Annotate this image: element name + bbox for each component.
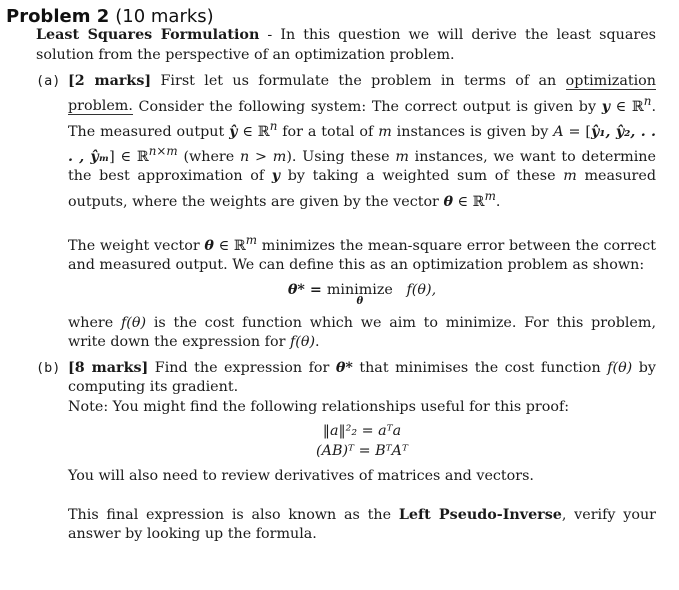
- part-a-text: for a total of: [277, 123, 379, 140]
- math-symbol: m: [245, 233, 258, 248]
- math-symbol: m: [563, 168, 577, 185]
- part-a: [36, 72, 656, 545]
- part-a-text: ∈ ℝ: [213, 237, 246, 254]
- part-a-text: Consider the following system: The correct output is given by: [132, 98, 602, 115]
- equation-rhs: f(θ),: [406, 281, 437, 298]
- part-a-text: instances, we want to determine the best approximation of: [68, 148, 656, 185]
- math-symbol: f(θ): [289, 334, 316, 351]
- math-symbol: m: [395, 148, 409, 165]
- part-a-text: >: [249, 148, 273, 165]
- part-a-text: where: [68, 314, 121, 331]
- intro-text: - In this question we will derive the least squares solution from the perspective of an optimization problem.: [36, 27, 657, 63]
- math-symbol: m: [272, 148, 287, 165]
- part-a-text: ∈ ℝ: [237, 123, 270, 140]
- math-symbol: m: [378, 123, 392, 140]
- equation-lhs: θ* =: [287, 281, 327, 298]
- part-a-text: ∈ ℝ: [453, 193, 485, 210]
- math-symbol: m: [484, 188, 496, 203]
- math-symbol: ŷ: [229, 123, 238, 140]
- part-a-label: (a): [36, 73, 61, 89]
- part-a-text: = [: [563, 123, 591, 140]
- part-a-text: The weight vector: [68, 237, 205, 254]
- math-symbol: θ*: [335, 359, 353, 376]
- part-b-text: This final expression is also known as the: [68, 506, 399, 523]
- intro-heading: Least Squares Formulation: [36, 27, 260, 43]
- math-symbol: y: [271, 168, 281, 185]
- part-a-text: ∈ ℝ: [610, 98, 644, 115]
- math-symbol: A: [553, 123, 564, 140]
- part-a-text: ). Using these: [286, 148, 396, 165]
- part-a-body: [68, 72, 656, 359]
- part-b-marks: [8 marks]: [68, 359, 149, 376]
- math-symbol: f(θ): [607, 359, 633, 376]
- part-a-text: by taking a weighted sum of these: [280, 168, 564, 185]
- left-pseudo-inverse: Left Pseudo-Inverse: [398, 506, 562, 523]
- part-a-text: . The measured output: [68, 98, 656, 140]
- problem-number: Problem 2: [6, 6, 110, 27]
- part-a-text: ] ∈ ℝ: [109, 148, 149, 165]
- math-symbol: n: [269, 118, 278, 133]
- equation-operator: minimize: [326, 281, 393, 298]
- math-symbol: n×m: [148, 144, 178, 159]
- part-a-text: is the cost function which we aim to minimize. For this problem, write down the expression for: [68, 314, 656, 351]
- part-b-text: , verify your answer by looking up the formula.: [68, 506, 656, 543]
- part-b-note: Note: You might find the following relationships useful for this proof:: [68, 398, 570, 415]
- part-b-text: Find the expression for: [148, 359, 336, 376]
- math-symbol: n: [240, 148, 250, 165]
- identity-text: (AB)ᵀ = BᵀAᵀ: [316, 443, 408, 460]
- part-b-review: You will also need to review derivatives of matrices and vectors.: [68, 468, 534, 485]
- math-symbol: f(θ): [120, 314, 147, 331]
- equation-subscript: θ: [356, 295, 364, 307]
- identity-equation-1: [68, 421, 656, 441]
- part-a-text: .: [495, 193, 501, 210]
- part-b-text: by computing its gradient.: [68, 359, 656, 396]
- math-symbol: ŷ₁, ŷ₂, . . . , ŷₘ: [68, 123, 656, 165]
- problem-marks: (10 marks): [115, 6, 214, 27]
- part-a-text: measured outputs, where the weights are given by the vector: [68, 168, 656, 210]
- identity-text: ‖a‖²₂ = aᵀa: [322, 423, 402, 440]
- part-b-body: [68, 359, 656, 545]
- part-b-label: (b): [36, 359, 61, 376]
- part-a-text: .: [315, 334, 320, 351]
- optimization-problem-link: optimization problem.: [68, 73, 656, 115]
- optimization-equation: [68, 280, 656, 310]
- identity-equation-2: [68, 441, 656, 461]
- part-b: [36, 359, 656, 545]
- math-symbol: y: [601, 98, 610, 115]
- problem-title: [6, 6, 214, 27]
- part-a-text: First let us formulate the problem in terms of an: [151, 73, 566, 89]
- math-symbol: θ: [204, 237, 214, 254]
- math-symbol: θ: [443, 193, 453, 210]
- part-a-text: (where: [177, 148, 240, 165]
- part-a-text: minimizes the mean-square error between the correct and measured output. We can define this as an optimization problem as shown:: [68, 237, 656, 274]
- part-a-marks: [2 marks]: [68, 73, 152, 89]
- part-a-text: instances is given by: [391, 123, 554, 140]
- math-symbol: n: [643, 93, 652, 108]
- part-b-text: that minimises the cost function: [352, 359, 608, 376]
- intro-paragraph: [36, 26, 656, 65]
